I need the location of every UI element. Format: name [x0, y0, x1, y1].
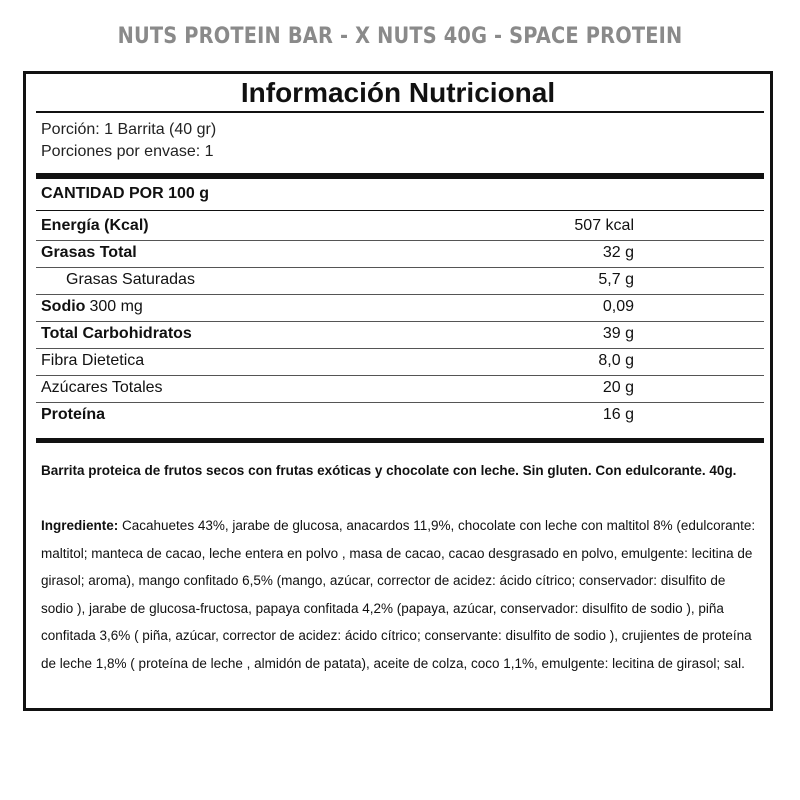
- ingredients-text: Cacahuetes 43%, jarabe de glucosa, anacardos 11,9%, chocolate con leche con maltitol 8% (edulcorante: maltitol; manteca de cacao, leche entera en polvo , masa de cacao, cacao desgrasado en polvo, emulgente: lecitina de girasol; aroma), mango confitado 6,5% (mango, azúcar, corrector de acidez: ácido cítrico; conservador: disulfito de sodio ), jarabe de glucosa-fructosa, papaya confitada 4,2% (papaya, azúcar, conservador: disulfito de sodio ), piña confitada 3,6% ( piña, azúcar, corrector de acidez: ácido cítrico; conservante: disulfito de sodio ), crujientes de proteína de leche 1,8% ( proteína de leche , almidón de patata), aceite de colza, coco 1,1%, emulgente: lecitina de girasol; sal.: [41, 518, 756, 671]
- divider: [36, 111, 764, 113]
- nutrient-value: 507 kcal: [574, 217, 634, 234]
- product-description: Barrita proteica de frutos secos con frutas exóticas y chocolate con leche. Sin gluten. Con edulcorante. 40g.: [41, 463, 737, 478]
- amount-header: CANTIDAD POR 100 g: [41, 185, 210, 202]
- nutrient-name: Fibra Dietetica: [41, 352, 145, 369]
- nutrient-row-sugars: [36, 376, 764, 403]
- servings-per-container: Porciones por envase: 1: [41, 143, 214, 160]
- nutrient-value: 5,7 g: [598, 271, 634, 288]
- nutrient-row-sodium: [36, 295, 764, 322]
- nutrient-value: 39 g: [602, 325, 634, 342]
- thick-divider: [36, 438, 764, 443]
- nutrient-name: Grasas Saturadas: [66, 271, 195, 288]
- nutrient-value: 8,0 g: [598, 352, 634, 369]
- ingredients-label: Ingrediente:: [41, 518, 119, 533]
- product-title: NUTS PROTEIN BAR - X NUTS 40G - SPACE PROTEIN: [117, 24, 683, 49]
- nutrient-value: 16 g: [602, 406, 634, 423]
- serving-size: Porción: 1 Barrita (40 gr): [41, 121, 217, 138]
- nutrient-row-energy: [36, 214, 764, 241]
- nutrient-row-protein: [36, 403, 764, 429]
- nutrient-row-fiber: [36, 349, 764, 376]
- thick-divider: [36, 173, 764, 179]
- nutrient-value: 0,09: [602, 298, 634, 315]
- nutrient-value: 32 g: [602, 244, 634, 261]
- nutrient-name: Proteína: [41, 406, 106, 423]
- nutrient-value: 20 g: [602, 379, 634, 396]
- divider: [36, 210, 764, 211]
- nutrient-name: Azúcares Totales: [41, 379, 163, 396]
- ingredients-paragraph: [41, 512, 760, 677]
- nutrient-name-suffix: 300 mg: [89, 298, 143, 315]
- nutrient-name-text: Sodio: [41, 298, 86, 315]
- nutrient-name: Energía (Kcal): [41, 217, 149, 234]
- nutrient-name: Total Carbohidratos: [41, 325, 192, 342]
- nutrient-row-total-carbs: [36, 322, 764, 349]
- label-heading: Información Nutricional: [240, 77, 556, 108]
- nutrient-row-total-fat: [36, 241, 764, 268]
- nutrient-row-saturated-fat: [36, 268, 764, 295]
- nutrient-name: Grasas Total: [41, 244, 137, 261]
- nutrition-label: [23, 71, 773, 711]
- nutrient-name: [41, 298, 143, 316]
